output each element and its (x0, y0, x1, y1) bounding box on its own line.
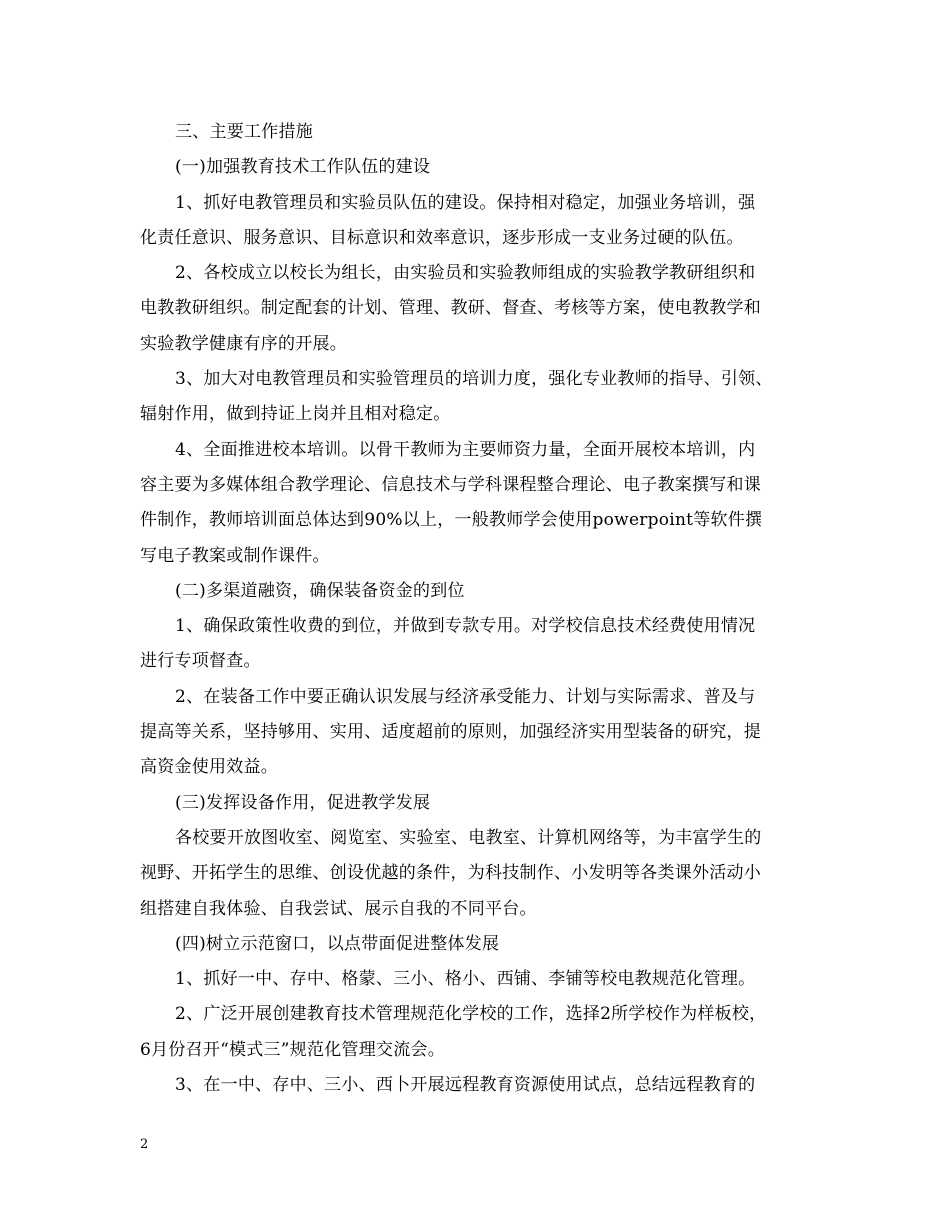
text-line: (三)发挥设备作用，促进教学发展 (175, 792, 431, 813)
text-line: 实验教学健康有序的开展。 (140, 333, 347, 354)
text-line: 提高等关系，坚持够用、实用、适度超前的原则，加强经济实用型装备的研究，提 (140, 722, 761, 743)
text-line: 2、广泛开展创建教育技术管理规范化学校的工作，选择2所学校作为样板校， (175, 1004, 767, 1025)
text-line: 组搭建自我体验、自我尝试、展示自我的不同平台。 (140, 898, 537, 919)
text-line: 3、在一中、存中、三小、西卜开展远程教育资源使用试点，总结远程教育的 (175, 1075, 756, 1096)
text-line: 三、主要工作措施 (175, 122, 313, 142)
text-line: (二)多渠道融资，确保装备资金的到位 (175, 580, 465, 601)
text-line: 容主要为多媒体组合教学理论、信息技术与学科课程整合理论、电子教案撰写和课 (140, 474, 761, 495)
text-line: 1、确保政策性收费的到位，并做到专款专用。对学校信息技术经费使用情况 (175, 616, 756, 637)
text-line: 6月份召开“模式三”规范化管理交流会。 (140, 1039, 445, 1060)
page-number: 2 (140, 1137, 149, 1152)
text-line: (四)树立示范窗口，以点带面促进整体发展 (175, 933, 500, 954)
text-line: 1、抓好一中、存中、格蒙、三小、格小、西铺、李铺等校电教规范化管理。 (175, 969, 756, 990)
text-line: 电教教研组织。制定配套的计划、管理、教研、督查、考核等方案，使电教教学和 (140, 298, 761, 319)
text-line: 2、在装备工作中要正确认识发展与经济承受能力、计划与实际需求、普及与 (175, 686, 756, 707)
text-line: 各校要开放图收室、阅览室、实验室、电教室、计算机网络等，为丰富学生的 (175, 827, 762, 848)
text-line: 1、抓好电教管理员和实验员队伍的建设。保持相对稳定，加强业务培训，强 (175, 192, 756, 213)
text-line: 辐射作用，做到持证上岗并且相对稳定。 (140, 404, 451, 425)
document-body (140, 115, 815, 1103)
text-line: 写电子教案或制作课件。 (140, 545, 330, 566)
text-line: 2、各校成立以校长为组长，由实验员和实验教师组成的实验教学教研组织和 (175, 263, 756, 284)
text-line: (一)加强教育技术工作队伍的建设 (175, 157, 431, 178)
text-line: 件制作，教师培训面总体达到90%以上，一般教师学会使用powerpoint等软件撰 (140, 510, 763, 531)
text-line: 4、全面推进校本培训。以骨干教师为主要师资力量，全面开展校本培训，内 (175, 439, 756, 460)
text-line: 3、加大对电教管理员和实验管理员的培训力度，强化专业教师的指导、引领、 (175, 369, 773, 390)
text-line: 化责任意识、服务意识、目标意识和效率意识，逐步形成一支业务过硬的队伍。 (140, 227, 744, 248)
text-line: 高资金使用效益。 (140, 757, 278, 778)
text-line: 视野、开拓学生的思维、创设优越的条件，为科技制作、小发明等各类课外活动小 (140, 863, 761, 884)
text-line: 进行专项督查。 (140, 651, 261, 672)
